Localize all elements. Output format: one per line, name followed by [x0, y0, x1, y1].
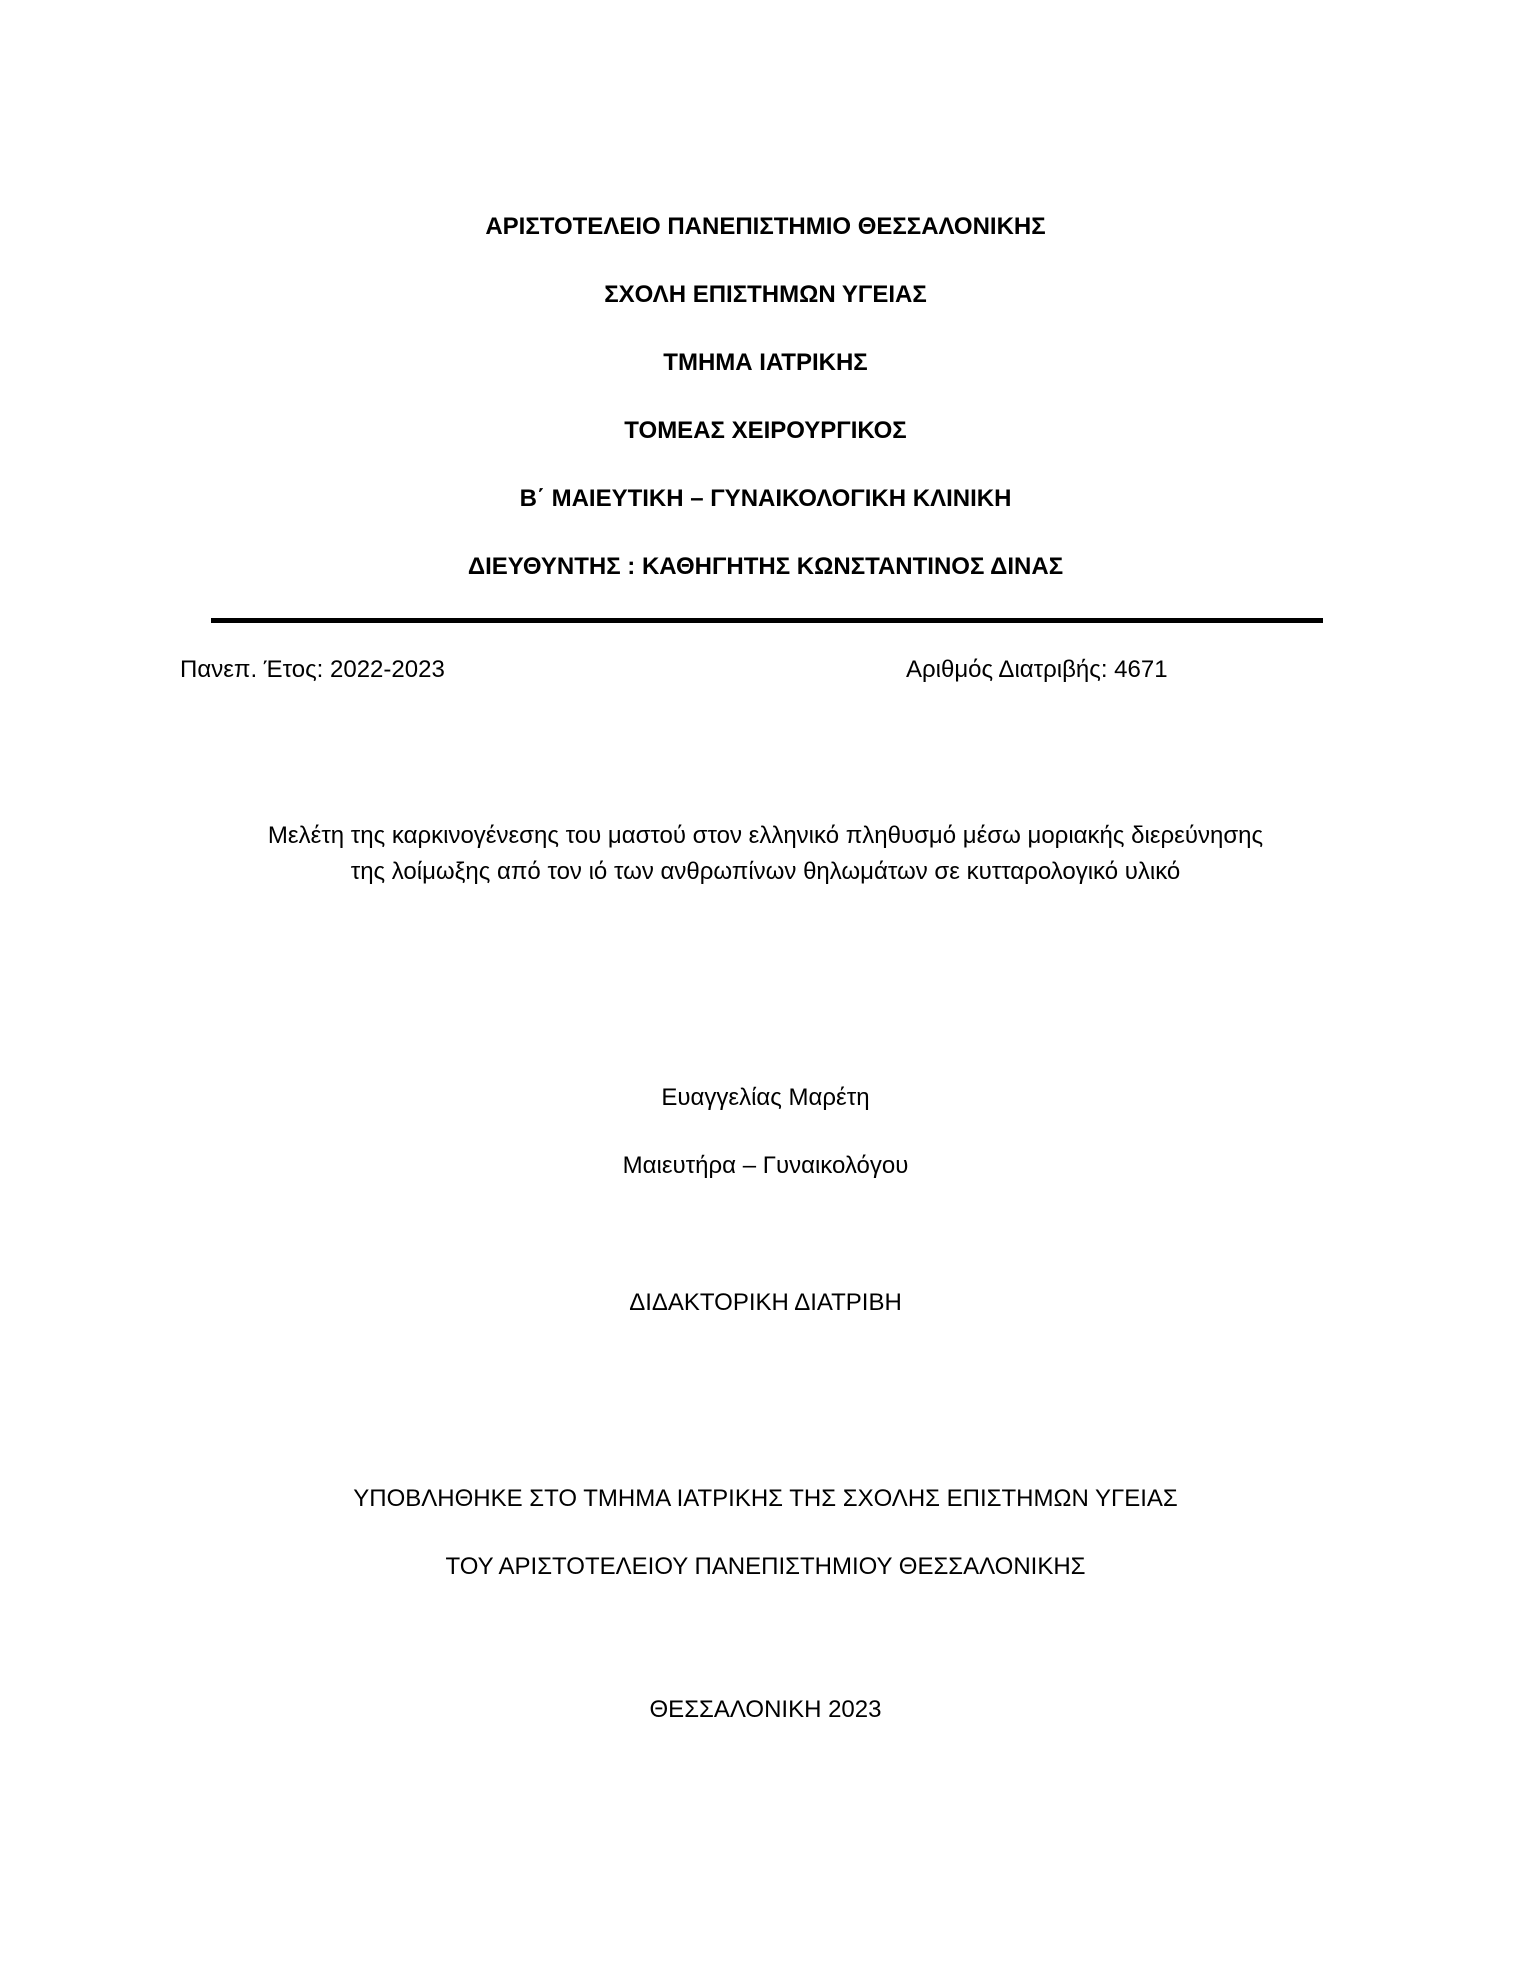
thesis-title-line-1: Μελέτη της καρκινογένεσης του μαστού στον ελληνικό πληθυσμό μέσω μοριακής διερεύνησης — [267, 822, 1264, 849]
author-name: Ευαγγελίας Μαρέτη — [661, 1084, 870, 1111]
thesis-number: Αριθμός Διατριβής: 4671 — [906, 656, 1168, 683]
school-name: ΣΧΟΛΗ ΕΠΙΣΤΗΜΩΝ ΥΓΕΙΑΣ — [604, 281, 927, 308]
header-divider — [211, 618, 1323, 623]
academic-year: Πανεπ. Έτος: 2022-2023 — [180, 656, 445, 683]
document-type: ΔΙΔΑΚΤΟΡΙΚΗ ΔΙΑΤΡΙΒΗ — [629, 1289, 902, 1316]
clinic-name: Β΄ ΜΑΙΕΥΤΙΚΗ – ΓΥΝΑΙΚΟΛΟΓΙΚΗ ΚΛΙΝΙΚΗ — [519, 485, 1012, 512]
university-name: ΑΡΙΣΤΟΤΕΛΕΙΟ ΠΑΝΕΠΙΣΤΗΜΙΟ ΘΕΣΣΑΛΟΝΙΚΗΣ — [485, 213, 1046, 240]
director-line: ΔΙΕΥΘΥΝΤΗΣ : ΚΑΘΗΓΗΤΗΣ ΚΩΝΣΤΑΝΤΙΝΟΣ ΔΙΝΑΣ — [467, 553, 1064, 580]
submission-line-2: ΤΟΥ ΑΡΙΣΤΟΤΕΛΕΙΟΥ ΠΑΝΕΠΙΣΤΗΜΙΟΥ ΘΕΣΣΑΛΟΝΙΚΗΣ — [445, 1553, 1086, 1580]
thesis-title — [0, 818, 1531, 890]
sector-name: ΤΟΜΕΑΣ ΧΕΙΡΟΥΡΓΙΚΟΣ — [624, 417, 907, 444]
place-year: ΘΕΣΣΑΛΟΝΙΚΗ 2023 — [649, 1696, 882, 1723]
author-role: Μαιευτήρα – Γυναικολόγου — [622, 1152, 909, 1179]
submission-line-1: ΥΠΟΒΛΗΘΗΚΕ ΣΤΟ ΤΜΗΜΑ ΙΑΤΡΙΚΗΣ ΤΗΣ ΣΧΟΛΗΣ ΕΠΙΣΤΗΜΩΝ ΥΓΕΙΑΣ — [353, 1485, 1178, 1512]
department-name: ΤΜΗΜΑ ΙΑΤΡΙΚΗΣ — [663, 349, 868, 376]
thesis-title-line-2: της λοίμωξης από τον ιό των ανθρωπίνων θηλωμάτων σε κυτταρολογικό υλικό — [350, 858, 1181, 885]
